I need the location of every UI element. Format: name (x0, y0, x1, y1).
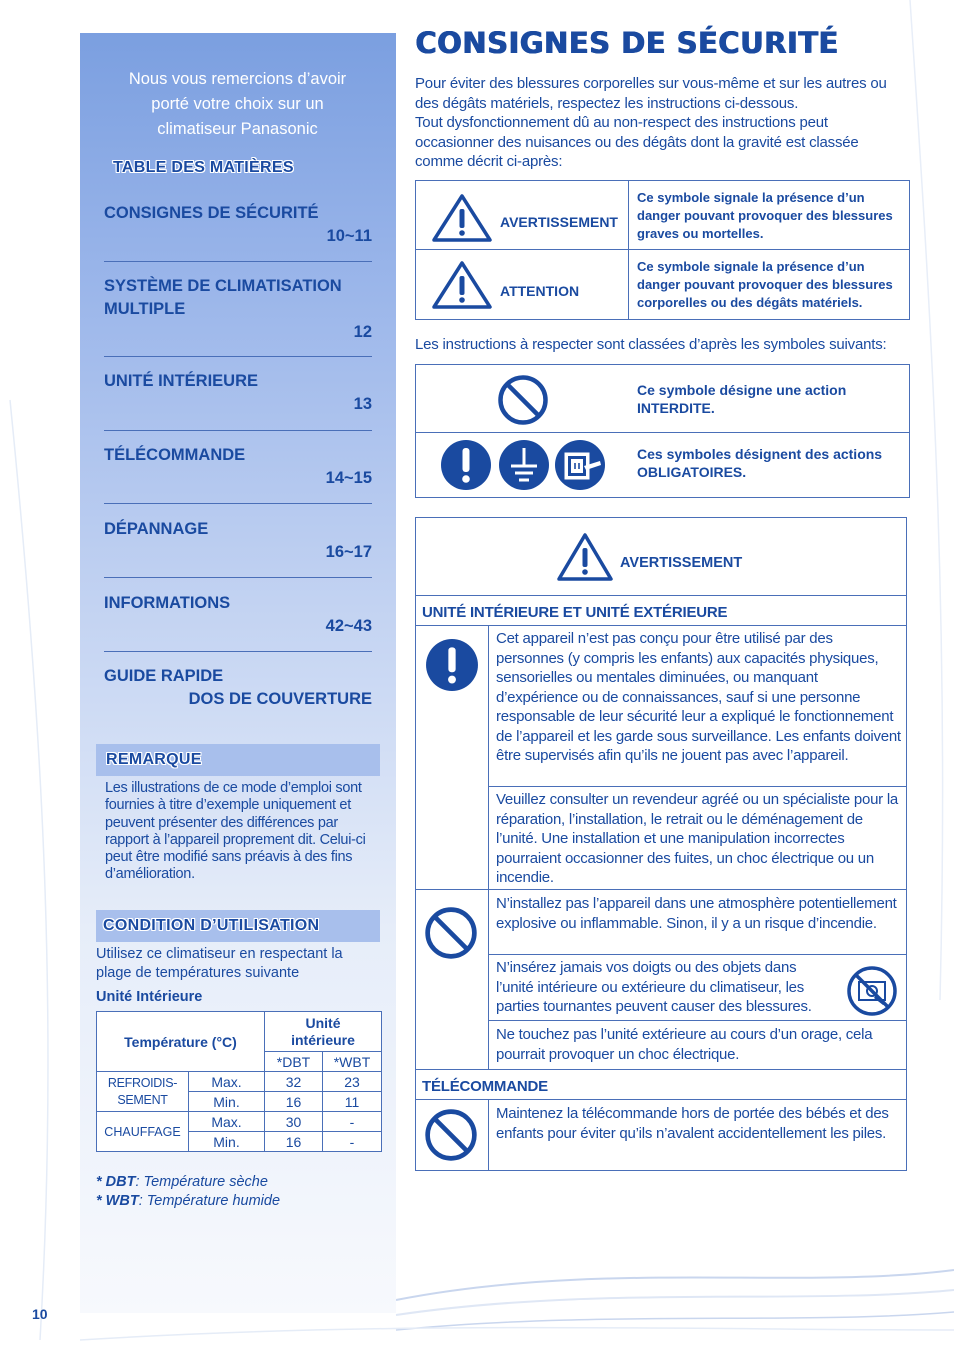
level-cell: Max. (189, 1112, 265, 1132)
toc-divider (104, 356, 372, 357)
toc-item-guide-rapide[interactable] (104, 665, 372, 711)
level-cell: Max. (189, 1072, 265, 1092)
toc-divider (104, 651, 372, 652)
toc-item-unite-interieure[interactable] (104, 370, 372, 416)
unplug-socket-icon (554, 439, 606, 491)
toc-page: 16~17 (325, 543, 372, 561)
footnotes (96, 1173, 280, 1211)
symbol-desc: Ces symboles désignent des actions OBLIGATOIRES. (637, 446, 883, 480)
prohibited-icon (424, 906, 478, 960)
warning-item-text: Cet appareil n’est pas conçu pour être utilisé par des personnes (y compris les enfants) aux capacités physiques, sensorielles ou mentales diminuées, ou manquant d’expérience ou de connaissances, sauf si une personne responsable de leur sécurité leur a expliqué le fonctionnement de l’appareil et les garde sous surveillance. Les enfants doivent être supervisés afin qu’ils ne jouent pas avec l’appareil. (496, 630, 901, 764)
toc-item-informations[interactable] (104, 592, 372, 638)
toc-page: 12 (353, 323, 372, 341)
severity-row-caution (416, 250, 909, 319)
unit-header: Unité intérieure (265, 1012, 382, 1052)
temp-header: Température (°C) (97, 1012, 265, 1072)
toc-item-depannage[interactable] (104, 518, 372, 564)
severity-row-warning (416, 181, 909, 250)
condition-heading-band (96, 910, 380, 942)
dbt-header: *DBT (265, 1052, 323, 1072)
dbt-cell: 32 (265, 1072, 323, 1092)
severity-desc: Ce symbole signale la présence d’un danger pouvant provoquer des blessures graves ou mortelles. (637, 190, 893, 241)
warning-item-text: N’installez pas l’appareil dans une atmosphère potentiellement explosive ou inflammable. Sinon, il y a un risque d’incendie. (496, 895, 897, 932)
wbt-cell: - (323, 1112, 382, 1132)
page-title: CONSIGNES DE SÉCURITÉ (415, 26, 839, 60)
severity-table (415, 180, 910, 320)
prohibited-icon (424, 1108, 478, 1162)
toc-title: SYSTÈME DE CLIMATISATION MULTIPLE (104, 277, 342, 318)
toc-title: INFORMATIONS (104, 594, 231, 612)
severity-label: ATTENTION (500, 283, 580, 299)
divider (416, 1099, 906, 1100)
toc-item-telecommande[interactable] (104, 444, 372, 490)
caution-triangle-icon (431, 260, 493, 310)
divider (628, 181, 629, 250)
divider (488, 1099, 489, 1171)
remark-heading-band (96, 744, 380, 776)
remark-heading: REMARQUE (106, 751, 202, 768)
symbols-intro: Les instructions à respecter sont classées d’après les symboles suivants: (415, 336, 887, 353)
no-fingers-fan-icon (846, 965, 898, 1017)
footnote-wbt: * WBT: Température humide (96, 1193, 281, 1209)
divider (416, 1069, 906, 1070)
divider (488, 625, 489, 1069)
wbt-cell: - (323, 1132, 382, 1152)
section-heading-units: UNITÉ INTÉRIEURE ET UNITÉ EXTÉRIEURE (422, 604, 728, 621)
toc-title: UNITÉ INTÉRIEURE (104, 372, 259, 390)
divider (416, 889, 906, 890)
dbt-cell: 16 (265, 1132, 323, 1152)
ground-earth-icon (498, 439, 550, 491)
dbt-cell: 30 (265, 1112, 323, 1132)
divider (488, 1020, 906, 1021)
warning-item-text: N’insérez jamais vos doigts ou des objets dans l’unité intérieure ou extérieure du climatiseur, les parties tournantes peuvent causer des blessures. (496, 959, 812, 1015)
toc-item-systeme[interactable] (104, 275, 372, 344)
toc-page: 42~43 (325, 617, 372, 635)
toc-divider (104, 577, 372, 578)
toc-title: DÉPANNAGE (104, 520, 209, 538)
severity-label: AVERTISSEMENT (500, 214, 618, 230)
condition-heading: CONDITION D’UTILISATION (103, 917, 320, 934)
toc-divider (104, 503, 372, 504)
warning-triangle-icon (556, 532, 614, 582)
mandatory-exclamation-icon (425, 638, 479, 692)
toc-divider (104, 261, 372, 262)
page-number: 10 (32, 1306, 48, 1322)
toc-title: CONSIGNES DE SÉCURITÉ (104, 204, 319, 222)
symbol-row-mandatory (416, 433, 909, 497)
sidebar (80, 33, 396, 1313)
toc-item-securite[interactable] (104, 202, 372, 248)
condition-subheading: Unité Intérieure (96, 989, 203, 1005)
section-heading-remote: TÉLÉCOMMANDE (422, 1078, 548, 1095)
toc-heading: TABLE DES MATIÈRES (113, 159, 294, 176)
toc-page: 10~11 (326, 227, 372, 245)
remark-text: Les illustrations de ce mode d’emploi sont fournies à titre d’exemple uniquement et peuvent présenter des différences par rapport à l’appareil proprement dit. Celui-ci peut être modifié sans préavis à des fins d’amélioration. (105, 780, 366, 883)
symbol-row-prohibited (416, 365, 909, 433)
warning-item-text: Maintenez la télécommande hors de portée des bébés et des enfants pour éviter qu’ils n’avalent accidentellement les piles. (496, 1105, 889, 1142)
toc-page: DOS DE COUVERTURE (188, 690, 372, 708)
mode-heating: CHAUFFAGE (97, 1112, 189, 1152)
wbt-header: *WBT (323, 1052, 382, 1072)
warning-triangle-icon (431, 193, 493, 243)
level-cell: Min. (189, 1132, 265, 1152)
toc-divider (104, 430, 372, 431)
warning-item-text: Veuillez consulter un revendeur agréé ou un spécialiste pour la réparation, l’installation, le retrait ou le déménagement de l’unité. Une installation et une manipulation incorrectes pourraient occasionner des fuites, un choc électrique ou un incendie. (496, 791, 899, 886)
mandatory-exclamation-icon (440, 439, 492, 491)
prohibited-icon (497, 374, 549, 426)
wbt-cell: 23 (323, 1072, 382, 1092)
footnote-dbt: * DBT: Température sèche (96, 1174, 268, 1190)
wbt-cell: 11 (323, 1092, 382, 1112)
severity-desc: Ce symbole signale la présence d’un danger pouvant provoquer des blessures corporelles ou des dégâts matériels. (637, 259, 893, 310)
divider (628, 250, 629, 319)
divider (416, 625, 906, 626)
toc-page: 13 (353, 395, 372, 413)
level-cell: Min. (189, 1092, 265, 1112)
warning-box (415, 517, 907, 1171)
toc-page: 14~15 (325, 469, 372, 487)
toc-title: GUIDE RAPIDE (104, 667, 224, 685)
symbol-types-table (415, 364, 910, 498)
condition-text: Utilisez ce climatiseur en respectant la plage de températures suivante (96, 946, 343, 981)
divider (416, 595, 906, 596)
warning-label: AVERTISSEMENT (620, 555, 743, 571)
symbol-desc: Ce symbole désigne une action INTERDITE. (637, 382, 847, 416)
divider (488, 954, 906, 955)
thank-you-text: Nous vous remercions d’avoir porté votre choix sur un climatiseur Panasonic (128, 70, 347, 138)
dbt-cell: 16 (265, 1092, 323, 1112)
warning-item-text: Ne touchez pas l’unité extérieure au cours d’un orage, cela pourrait provoquer un choc électrique. (496, 1026, 873, 1063)
temperature-table (96, 1011, 382, 1152)
mode-cooling: REFROIDIS-SEMENT (97, 1072, 189, 1112)
toc-title: TÉLÉCOMMANDE (104, 446, 246, 464)
divider (488, 786, 906, 787)
intro-text: Pour éviter des blessures corporelles sur vous-même et sur les autres ou des dégâts matériels, respectez les instructions ci-dessous. Tout dysfonctionnement dû au non-respect des instructions peut occasionner des nuisances ou des dégâts dont la gravité est classée comme décrit ci-après: (415, 75, 887, 170)
